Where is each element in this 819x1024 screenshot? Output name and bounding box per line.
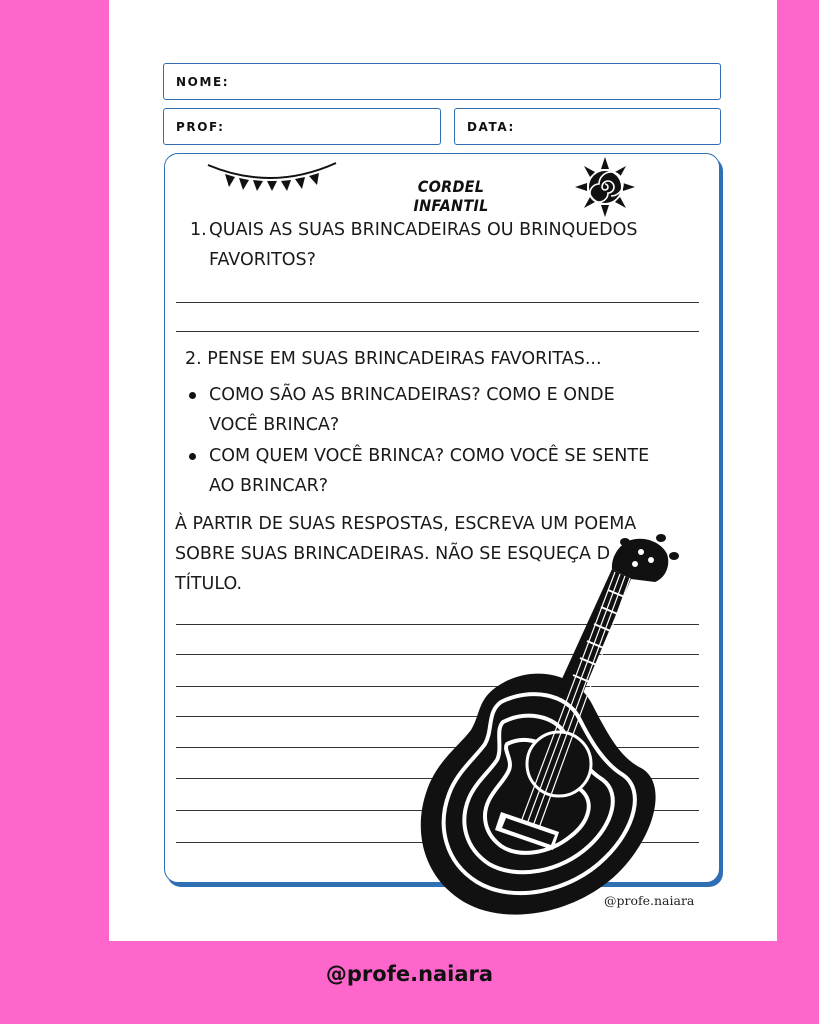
bullet bbox=[189, 453, 196, 460]
q1-line1: QUAIS AS SUAS BRINCADEIRAS OU BRINQUEDOS bbox=[209, 220, 638, 240]
date-label: DATA: bbox=[467, 119, 515, 134]
worksheet bbox=[109, 0, 777, 941]
bullet bbox=[189, 392, 196, 399]
bullet1-line1: COMO SÃO AS BRINCADEIRAS? COMO E ONDE bbox=[209, 385, 615, 405]
page-title: CORDEL INFANTIL bbox=[413, 177, 489, 215]
answer-line[interactable] bbox=[176, 302, 699, 303]
instruction-line2: SOBRE SUAS BRINCADEIRAS. NÃO SE ESQUEÇA D bbox=[175, 544, 611, 564]
guitar-icon bbox=[409, 532, 719, 927]
q1-line2: FAVORITOS? bbox=[209, 250, 316, 270]
date-field[interactable] bbox=[454, 108, 721, 145]
bullet2-line1: COM QUEM VOCÊ BRINCA? COMO VOCÊ SE SENTE bbox=[209, 446, 650, 466]
q2-text: 2. PENSE EM SUAS BRINCADEIRAS FAVORITAS... bbox=[185, 349, 602, 369]
q1-number: 1. bbox=[190, 220, 207, 240]
instruction-line3: TÍTULO. bbox=[175, 574, 243, 594]
bullet2-line2: AO BRINCAR? bbox=[209, 476, 329, 496]
answer-line[interactable] bbox=[176, 331, 699, 332]
footer-credit: @profe.naiara bbox=[325, 962, 494, 986]
bunting-icon bbox=[205, 160, 339, 194]
watermark-credit: @profe.naiara bbox=[604, 893, 695, 908]
prof-field[interactable] bbox=[163, 108, 441, 145]
instruction-line1: À PARTIR DE SUAS RESPOSTAS, ESCREVA UM POEMA bbox=[175, 514, 637, 534]
name-field[interactable] bbox=[163, 63, 721, 100]
bullet1-line2: VOCÊ BRINCA? bbox=[209, 415, 340, 435]
name-label: NOME: bbox=[176, 74, 230, 89]
prof-label: PROF: bbox=[176, 119, 225, 134]
sun-icon bbox=[575, 157, 635, 217]
